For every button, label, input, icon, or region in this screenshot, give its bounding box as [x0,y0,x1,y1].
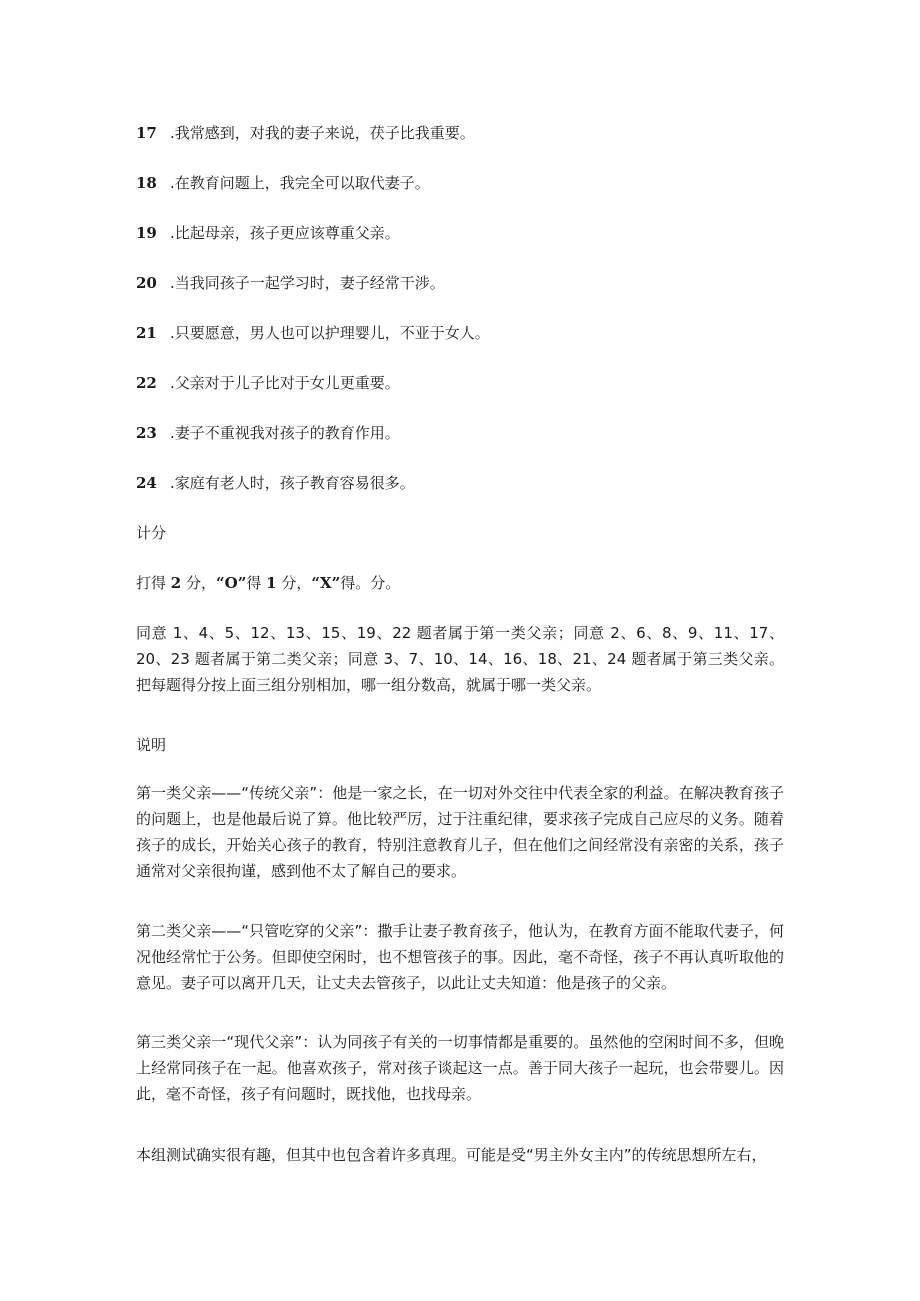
scoring-rule-part: 得。分。 [340,574,401,592]
explanation-heading: 说明 [136,736,167,754]
scoring-rule-symbol: “X” [311,574,341,592]
question-text: .我常感到，对我的妻子来说，茯子比我重要。 [170,124,475,142]
question-text: .只要愿意，男人也可以护理婴儿，不亚于女人。 [170,324,490,342]
question-item [136,373,400,393]
question-item [136,223,400,243]
question-number: 19 [136,224,157,242]
scoring-rule [136,573,400,593]
scoring-rule-number: 1 [266,574,277,592]
scoring-rule-part: 分， [181,574,216,592]
question-number: 20 [136,274,157,292]
question-text: .在教育问题上，我完全可以取代妻子。 [170,174,430,192]
scoring-rule-part: 分， [276,574,312,592]
question-text: .比起母亲，孩子更应该尊重父亲。 [170,224,400,242]
question-text: .当我同孩子一起学习时，妻子经常干涉。 [170,274,445,292]
question-number: 24 [136,474,157,492]
scoring-heading: 计分 [136,524,167,542]
question-text: .妻子不重视我对孩子的教育作用。 [170,424,400,442]
question-text: .父亲对于儿子比对于女儿更重要。 [170,374,400,392]
scoring-rule-number: 2 [170,574,182,592]
question-number: 18 [136,174,157,192]
question-item [136,173,430,193]
father-type-3-paragraph: 第三类父亲一“现代父亲”：认为同孩子有关的一切事情都是重要的。虽然他的空闲时间不多，但晚上经常同孩子在一起。他喜欢孩子，常对孩子谈起这一点。善于同大孩子一起玩，也会带婴儿。因此，毫不奇怪，孩子有问题时，既找他，也找母亲。 [136,1033,784,1103]
question-item [136,273,445,293]
question-number: 17 [136,124,157,142]
question-number: 21 [136,324,157,342]
father-type-1-paragraph: 第一类父亲——“传统父亲”：他是一家之长，在一切对外交往中代表全家的利益。在解决教育孩子的问题上，也是他最后说了算。他比较严厉，过于注重纪律，要求孩子完成自己应尽的义务。随着孩子的成长，开始关心孩子的教育，特别注意教育儿子，但在他们之间经常没有亲密的关系，孩子通常对父亲很拘谨，感到他不太了解自己的要求。 [136,784,784,880]
question-item [136,123,475,143]
closing-paragraph: 本组测试确实很有趣，但其中也包含着许多真理。可能是受“男主外女主内”的传统思想所左右， [136,1146,767,1164]
father-type-2-paragraph: 第二类父亲——“只管吃穿的父亲”：撒手让妻子教育孩子，他认为，在教育方面不能取代妻子，何况他经常忙于公务。但即使空闲时，也不想管孩子的事。因此，毫不奇怪，孩子不再认真听取他的意见。妻子可以离开几天，让丈夫去管孩子，以此让丈夫知道：他是孩子的父亲。 [136,922,784,992]
question-text: .家庭有老人时，孩子教育容易很多。 [170,474,415,492]
scoring-rule-symbol: “O” [216,574,247,592]
scoring-rule-part: 打得 [136,574,171,592]
question-item [136,423,400,443]
question-item [136,473,415,493]
scoring-rule-part: 得 [246,574,267,592]
question-item [136,323,490,343]
question-number: 22 [136,374,157,392]
scoring-grouping-paragraph: 同意 1、4、5、12、13、15、19、22 题者属于第一类父亲；同意 2、6、8、9、11、17、20、23 题者属于第二类父亲；同意 3、7、10、14、16、18、21、24 题者属于第三类父亲。把每题得分按上面三组分别相加，哪一组分数高，就属于哪一类父亲。 [136,624,784,694]
question-number: 23 [136,424,157,442]
